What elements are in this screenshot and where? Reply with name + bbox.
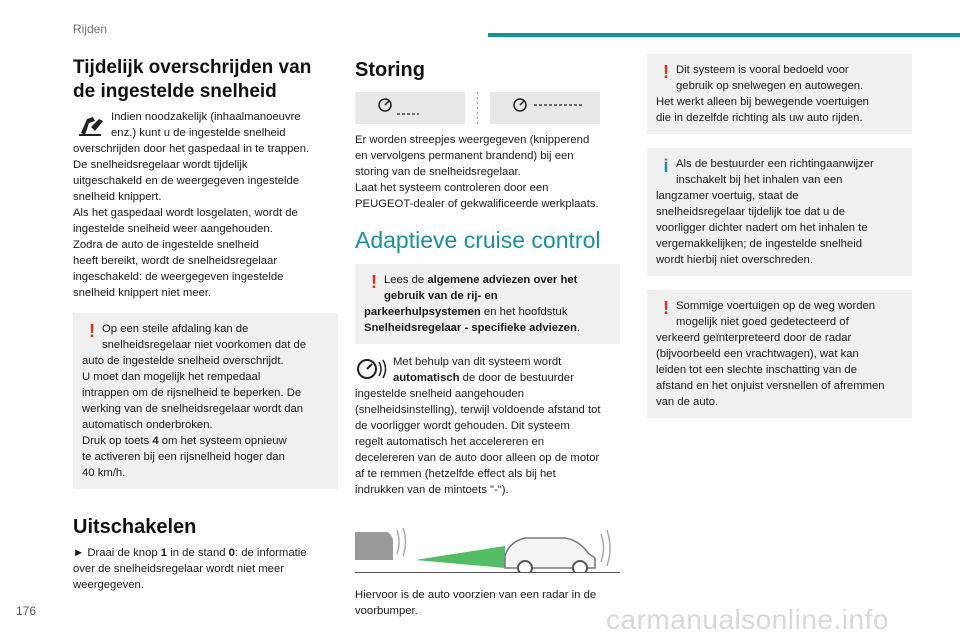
- text-line: decelereren van de auto door alleen op de motor: [355, 452, 600, 464]
- info-box-richtingaanwijzer: [647, 148, 912, 276]
- radar-text: [355, 587, 620, 619]
- accelerator-pedal-icon: [73, 109, 107, 139]
- warning-icon: !: [89, 321, 95, 341]
- text-line: voorligger dichter nadert om het inhalen te: [656, 222, 868, 234]
- text-line: van de auto.: [656, 396, 719, 408]
- overschrijden-text: [73, 109, 338, 301]
- text-line: heeft bereikt, wordt de snelheidsregelaar: [73, 255, 278, 267]
- text-line: 40 km/h.: [82, 467, 126, 479]
- text-line: uitgeschakeld en de weergegeven ingestelde: [73, 175, 300, 187]
- text-line: Als de bestuurder een richtingaanwijzer: [676, 158, 874, 170]
- text-line: indrukken van de mintoets "-").: [355, 484, 509, 496]
- page-number: 176: [16, 604, 37, 618]
- fault-display-row: [355, 92, 620, 124]
- warning-box-detectie: [647, 290, 912, 418]
- text-line: (snelheidsinstelling), terwijl voldoende afstand tot: [355, 404, 601, 416]
- speedometer-dashes-icon: [355, 92, 465, 124]
- text-line: afstand en het onjuist versnellen of afremmen: [656, 380, 885, 392]
- text-line: (bijvoorbeeld een vrachtwagen), wat kan: [656, 348, 859, 360]
- warning-box-afdaling: [73, 313, 338, 489]
- section-title-storing: Storing: [355, 59, 425, 81]
- text-line: De snelheidsregelaar wordt tijdelijk: [73, 159, 248, 171]
- text-line: weergegeven.: [73, 579, 144, 591]
- text-line: wordt hierbij niet overschreden.: [656, 254, 813, 266]
- text-line: regelt automatisch het accelereren en: [355, 436, 545, 448]
- watermark: carmanualsonline.info: [606, 604, 889, 635]
- text-line: en vervolgens permanent brandend) bij een: [355, 150, 574, 162]
- overschrijden-paragraph: [73, 109, 338, 301]
- storing-text: [355, 132, 620, 212]
- text-line: enz.) kunt u de ingestelde snelheid: [111, 127, 286, 139]
- section-title-overschrijden: Tijdelijk overschrijden van de ingestelde snelheid: [73, 57, 312, 102]
- warning-box-snelwegen: [647, 54, 912, 134]
- text-line: werking van de snelheidsregelaar wordt dan: [82, 403, 304, 415]
- text-line: die in dezelfde richting als uw auto rijden.: [656, 112, 863, 124]
- detectie-text: [656, 298, 903, 410]
- text-line: Als het gaspedaal wordt losgelaten, wordt de: [73, 207, 298, 219]
- text-line: ingestelde snelheid weer aangehouden.: [73, 223, 273, 235]
- car-radar-illustration: [355, 512, 620, 572]
- radar-illustration: [355, 512, 620, 573]
- warning-icon: !: [663, 298, 669, 318]
- text-line: verkeerd geïnterpreteerd door de radar: [656, 332, 852, 344]
- display-separator: [477, 92, 478, 124]
- warning-box-adviezen: [355, 264, 620, 344]
- acc-description: [355, 354, 620, 498]
- column-left: [73, 52, 338, 593]
- text-line: Dit systeem is vooral bedoeld voor: [676, 64, 849, 76]
- text-line: Er worden streepjes weergegeven (knipperend: [355, 134, 590, 146]
- text-line: overschrijden door het gaspedaal in te trappen.: [73, 143, 310, 155]
- section-title-uitschakelen: Uitschakelen: [73, 516, 197, 538]
- text-line: snelheid knippert.: [73, 191, 162, 203]
- warning-icon: !: [663, 62, 669, 82]
- info-icon: i: [663, 156, 669, 176]
- text-line: snelheid knippert niet meer.: [73, 287, 212, 299]
- text-line: Hiervoor is de auto voorzien van een radar in de: [355, 589, 597, 601]
- text-line: PEUGEOT-dealer of gekwalificeerde werkplaats.: [355, 198, 599, 210]
- text-line: Sommige voertuigen op de weg worden: [676, 300, 876, 312]
- adviezen-text: Lees de algemene adviezen over het gebruik van de rij- en parkeerhulpsystemen en het hoofdstuk Snelheidsregelaar - specifieke adviezen.: [364, 274, 580, 334]
- text-line: inschakelt bij het inhalen van een: [676, 174, 843, 186]
- text-line: auto de ingestelde snelheid overschrijdt.: [82, 355, 284, 367]
- text-line: ingeschakeld: de weergegeven ingestelde: [73, 271, 284, 283]
- text-line: de voorligger wordt gehouden. Dit systeem: [355, 420, 570, 432]
- column-middle: [355, 52, 620, 619]
- text-line: gebruik op snelwegen en autowegen.: [676, 80, 864, 92]
- text-line: snelheidsregelaar niet voorkomen dat de: [102, 339, 307, 351]
- acc-paragraph: Met behulp van dit systeem wordt automatisch de door de bestuurder ingestelde snelheid aangehouden (snelheidsinstelling), terwijl voldoende afstand tot de voorligger wordt gehouden. Dit systeem regelt automatisch het accelereren en decelereren van de auto door alleen op de motor af te remmen (hetzelfde effect als bij het indrukken van de mintoets "-").: [355, 356, 601, 496]
- text-line: af te remmen (hetzelfde effect als bij het: [355, 468, 556, 480]
- fault-display-1: [355, 92, 465, 124]
- text-line: automatisch onderbroken.: [82, 419, 213, 431]
- richtingaanwijzer-text: [656, 156, 903, 268]
- text-line: ingestelde snelheid aangehouden: [355, 388, 524, 400]
- text-line: mogelijk niet goed gedetecteerd of: [676, 316, 849, 328]
- text-line: snelheidsregelaar tijdelijk toe dat u de: [656, 206, 846, 218]
- text-line: voorbumper.: [355, 605, 418, 617]
- text-line: Laat het systeem controleren door een: [355, 182, 549, 194]
- uitschakelen-text: ► Draai de knop 1 in de stand 0: de informatie over de snelheidsregelaar wordt niet meer weergegeven.: [73, 547, 307, 591]
- text-line: leiden tot een slechte inschatting van de: [656, 364, 857, 376]
- warning-icon: !: [371, 272, 377, 292]
- text-line: over de snelheidsregelaar wordt niet meer: [73, 563, 284, 575]
- text-line: Op een steile afdaling kan de: [102, 323, 249, 335]
- adaptive-cruise-icon: [355, 354, 389, 384]
- text-line: te activeren bij een rijsnelheid hoger dan: [82, 451, 285, 463]
- snelwegen-text: [656, 62, 903, 126]
- fault-display-2: [490, 92, 600, 124]
- text-line: vergemakkelijken; de ingestelde snelheid: [656, 238, 862, 250]
- speedometer-dashes-distance-icon: [490, 92, 600, 124]
- text-line: Zodra de auto de ingestelde snelheid: [73, 239, 259, 251]
- section-header: Rijden: [73, 22, 108, 36]
- text-line: intrappen om de rijsnelheid te beperken. De: [82, 387, 302, 399]
- text-line: langzamer voertuig, staat de: [656, 190, 799, 202]
- text-line: storing van de snelheidsregelaar.: [355, 166, 521, 178]
- section-title-adaptive-cruise: Adaptieve cruise control: [355, 227, 601, 253]
- text-line: Indien noodzakelijk (inhaalmanoeuvre: [111, 111, 301, 123]
- column-right: [647, 52, 912, 418]
- warning-afdaling-text: Op een steile afdaling kan de snelheidsregelaar niet voorkomen dat de auto de ingestelde snelheid overschrijdt. U moet dan mogelijk het rempedaal intrappen om de rijsnelheid te beperken. De werking van de snelheidsregelaar wordt dan automatisch onderbroken. Druk op toets 4 om het systeem opnieuw te activeren bij een rijsnelheid hoger dan 40 km/h.: [82, 323, 307, 479]
- text-line: Het werkt alleen bij bewegende voertuigen: [656, 96, 869, 108]
- header-accent-bar: [488, 33, 960, 37]
- text-line: U moet dan mogelijk het rempedaal: [82, 371, 261, 383]
